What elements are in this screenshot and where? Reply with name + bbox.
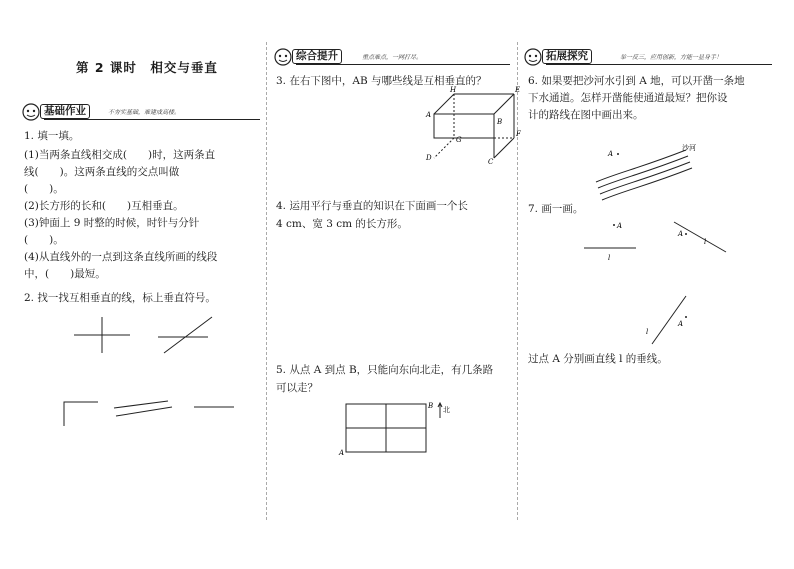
q5-label-north: 北 bbox=[443, 406, 450, 414]
section-slogan-basic: 不夯实基础，难建成高楼。 bbox=[108, 109, 181, 116]
q7-label-l1: l bbox=[608, 254, 611, 262]
q2-figure-parallel bbox=[112, 398, 174, 420]
q7-point-A-2 bbox=[685, 233, 687, 235]
column-divider-left bbox=[266, 42, 267, 520]
q2-figure-corner bbox=[62, 398, 102, 428]
q1-line-1: (1)当两条直线相交成( )时，这两条直 bbox=[24, 149, 216, 161]
section-rule bbox=[546, 64, 772, 65]
q1-line-6: ( )。 bbox=[24, 234, 64, 246]
q6-line-1: 6. 如果要把沙河水引到 A 地，可以开凿一条地 bbox=[528, 75, 745, 87]
section-label-advanced: 综合提升 bbox=[292, 49, 342, 64]
q5-line-2: 可以走？ bbox=[276, 382, 318, 394]
q2-title: 2. 找一找互相垂直的线，标上垂直符号。 bbox=[24, 292, 216, 304]
q6-point-A bbox=[617, 153, 619, 155]
q3-text: 3. 在右下图中，AB 与哪些线是互相垂直的？ bbox=[276, 75, 487, 87]
q3-label-C: C bbox=[488, 158, 494, 166]
q7-label-l3: l bbox=[646, 328, 649, 336]
q2-figure-slant bbox=[156, 315, 216, 355]
q3-cuboid-figure bbox=[424, 88, 524, 168]
q7-point-A-1 bbox=[613, 224, 615, 226]
q5-line-1: 5. 从点 A 到点 B，只能向东向北走，有几条路 bbox=[276, 364, 494, 376]
q1-line-7: (4)从直线外的一点到这条直线所画的线段 bbox=[24, 251, 218, 263]
section-banner-basic bbox=[20, 101, 260, 123]
q2-figure-line bbox=[192, 402, 236, 412]
q7-figure-2 bbox=[670, 218, 730, 258]
q2-figure-cross bbox=[72, 315, 132, 355]
q1-title: 1. 填一填。 bbox=[24, 130, 80, 142]
section-rule bbox=[296, 64, 510, 65]
q7-label-A3: A bbox=[678, 320, 684, 328]
section-banner-advanced bbox=[272, 46, 510, 68]
q3-label-B: B bbox=[497, 118, 503, 126]
q3-label-G: G bbox=[456, 136, 462, 144]
q3-label-A: A bbox=[426, 111, 432, 119]
q3-label-F: F bbox=[516, 130, 521, 138]
section-slogan-advanced: 重点难点，一网打尽。 bbox=[362, 54, 423, 61]
q3-label-H: H bbox=[450, 86, 457, 94]
section-banner-explore bbox=[522, 46, 772, 68]
q6-line-2: 下水通道。怎样开凿能使通道最短？把你设 bbox=[528, 92, 728, 104]
q1-line-4: (2)长方形的长和( )互相垂直。 bbox=[24, 200, 184, 212]
q7-label-A2: A bbox=[678, 230, 684, 238]
q1-line-8: 中，( )最短。 bbox=[24, 268, 106, 280]
q1-line-3: ( )。 bbox=[24, 183, 64, 195]
q7-label-l2: l bbox=[704, 238, 707, 246]
q7-point-A-3 bbox=[685, 316, 687, 318]
q6-river-figure bbox=[590, 138, 700, 198]
q5-label-B: B bbox=[428, 402, 434, 410]
q7-label-A1: A bbox=[617, 222, 623, 230]
q1-line-2: 线( )。这两条直线的交点叫做 bbox=[24, 166, 180, 178]
page-title: 第 2 课时 相交与垂直 bbox=[76, 60, 218, 75]
q6-line-3: 计的路线在图中画出来。 bbox=[528, 109, 644, 121]
q5-label-A: A bbox=[339, 449, 345, 457]
q4-line-1: 4. 运用平行与垂直的知识在下面画一个长 bbox=[276, 200, 468, 212]
q3-label-E: E bbox=[515, 86, 521, 94]
section-slogan-explore: 举一反三，应用创新，方能一显身手！ bbox=[620, 54, 723, 61]
q4-line-2: 4 cm、宽 3 cm 的长方形。 bbox=[276, 218, 408, 230]
q6-label-river: 沙河 bbox=[682, 144, 696, 152]
q5-grid-figure bbox=[338, 400, 458, 456]
q7-figure-1 bbox=[580, 220, 640, 264]
q7-figure-3 bbox=[636, 292, 706, 348]
q7-title: 7. 画一画。 bbox=[528, 203, 584, 215]
q3-label-D: D bbox=[426, 154, 432, 162]
q1-line-5: (3)钟面上 9 时整的时候，时针与分针 bbox=[24, 217, 200, 229]
section-label-basic: 基础作业 bbox=[40, 104, 90, 119]
q6-label-A: A bbox=[608, 150, 614, 158]
q7-caption: 过点 A 分别画直线 l 的垂线。 bbox=[528, 353, 668, 365]
section-rule bbox=[44, 119, 260, 120]
section-label-explore: 拓展探究 bbox=[542, 49, 592, 64]
